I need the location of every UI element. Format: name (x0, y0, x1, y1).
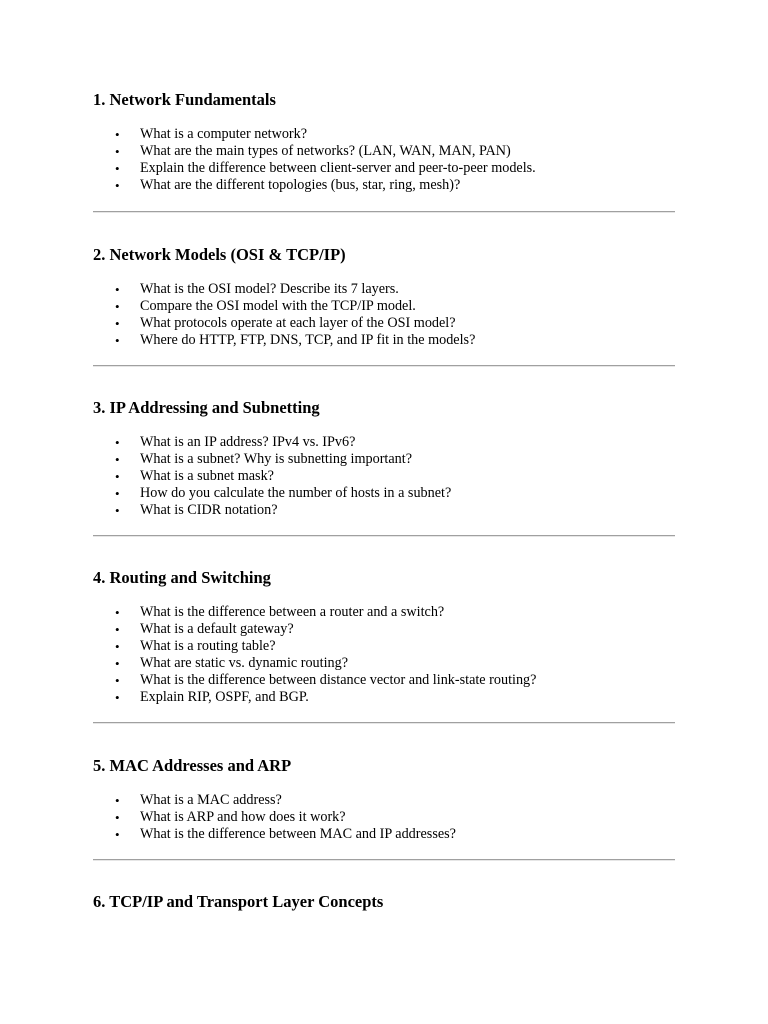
bullet-icon: • (115, 639, 120, 654)
bullet-icon: • (115, 622, 120, 637)
list-item (93, 689, 536, 706)
list-item (93, 485, 451, 502)
question-text: What is a MAC address? (140, 792, 282, 808)
list-item (93, 604, 536, 621)
section-divider (93, 211, 675, 213)
list-item (93, 126, 536, 143)
question-text: What is the difference between MAC and IP addresses? (140, 826, 456, 842)
section-routing-switching (93, 568, 675, 705)
section-heading: 1. Network Fundamentals (93, 90, 276, 109)
bullet-icon: • (115, 673, 120, 688)
section-divider (93, 365, 675, 367)
list-item (93, 315, 475, 332)
question-text: Where do HTTP, FTP, DNS, TCP, and IP fit in the models? (140, 332, 476, 348)
bullet-icon: • (115, 656, 120, 671)
bullet-icon: • (115, 127, 120, 142)
question-text: What is the OSI model? Describe its 7 layers. (140, 281, 399, 297)
question-text: What are the different topologies (bus, star, ring, mesh)? (140, 177, 461, 193)
bullet-icon: • (115, 144, 120, 159)
section-mac-arp (93, 756, 675, 842)
list-item (93, 468, 451, 485)
section-heading: 4. Routing and Switching (93, 568, 271, 587)
list-item (93, 332, 475, 349)
question-text: What is the difference between distance vector and link-state routing? (140, 672, 537, 688)
question-list (93, 126, 536, 194)
bullet-icon: • (115, 793, 120, 808)
question-text: How do you calculate the number of hosts in a subnet? (140, 485, 452, 501)
question-text: What is a computer network? (140, 126, 308, 142)
list-item (93, 672, 536, 689)
bullet-icon: • (115, 161, 120, 176)
question-text: What are the main types of networks? (LAN, WAN, MAN, PAN) (140, 143, 511, 159)
list-item (93, 143, 536, 160)
bullet-icon: • (115, 469, 120, 484)
bullet-icon: • (115, 810, 120, 825)
bullet-icon: • (115, 299, 120, 314)
bullet-icon: • (115, 316, 120, 331)
list-item (93, 434, 451, 451)
list-item (93, 809, 456, 826)
list-item (93, 638, 536, 655)
section-divider (93, 722, 675, 724)
question-text: Compare the OSI model with the TCP/IP model. (140, 298, 416, 314)
question-list (93, 281, 475, 349)
question-list (93, 792, 456, 843)
list-item (93, 792, 456, 809)
bullet-icon: • (115, 503, 120, 518)
section-heading: 3. IP Addressing and Subnetting (93, 398, 320, 417)
section-tcp-ip-transport (93, 892, 675, 912)
list-item (93, 502, 451, 519)
list-item (93, 826, 456, 843)
bullet-icon: • (115, 452, 120, 467)
section-network-fundamentals (93, 90, 675, 193)
section-heading: 2. Network Models (OSI & TCP/IP) (93, 245, 346, 264)
question-text: Explain RIP, OSPF, and BGP. (140, 689, 309, 705)
question-text: What are static vs. dynamic routing? (140, 655, 349, 671)
question-text: What is ARP and how does it work? (140, 809, 346, 825)
question-text: What is a subnet mask? (140, 468, 274, 484)
list-item (93, 451, 451, 468)
question-text: What is CIDR notation? (140, 502, 278, 518)
list-item (93, 298, 475, 315)
question-text: What protocols operate at each layer of the OSI model? (140, 315, 456, 331)
question-text: What is the difference between a router and a switch? (140, 604, 445, 620)
bullet-icon: • (115, 827, 120, 842)
question-text: What is a default gateway? (140, 621, 294, 637)
section-ip-addressing (93, 398, 675, 518)
section-divider (93, 535, 675, 537)
bullet-icon: • (115, 435, 120, 450)
list-item (93, 177, 536, 194)
question-text: What is an IP address? IPv4 vs. IPv6? (140, 434, 356, 450)
bullet-icon: • (115, 282, 120, 297)
section-network-models (93, 245, 675, 348)
list-item (93, 281, 475, 298)
bullet-icon: • (115, 690, 120, 705)
question-list (93, 604, 536, 706)
question-text: What is a routing table? (140, 638, 276, 654)
bullet-icon: • (115, 178, 120, 193)
list-item (93, 655, 536, 672)
list-item (93, 621, 536, 638)
question-list (93, 434, 451, 519)
section-heading: 5. MAC Addresses and ARP (93, 756, 292, 775)
list-item (93, 160, 536, 177)
bullet-icon: • (115, 333, 120, 348)
section-divider (93, 859, 675, 861)
question-text: Explain the difference between client-server and peer-to-peer models. (140, 160, 536, 176)
section-heading: 6. TCP/IP and Transport Layer Concepts (93, 892, 384, 911)
bullet-icon: • (115, 486, 120, 501)
question-text: What is a subnet? Why is subnetting important? (140, 451, 413, 467)
bullet-icon: • (115, 605, 120, 620)
